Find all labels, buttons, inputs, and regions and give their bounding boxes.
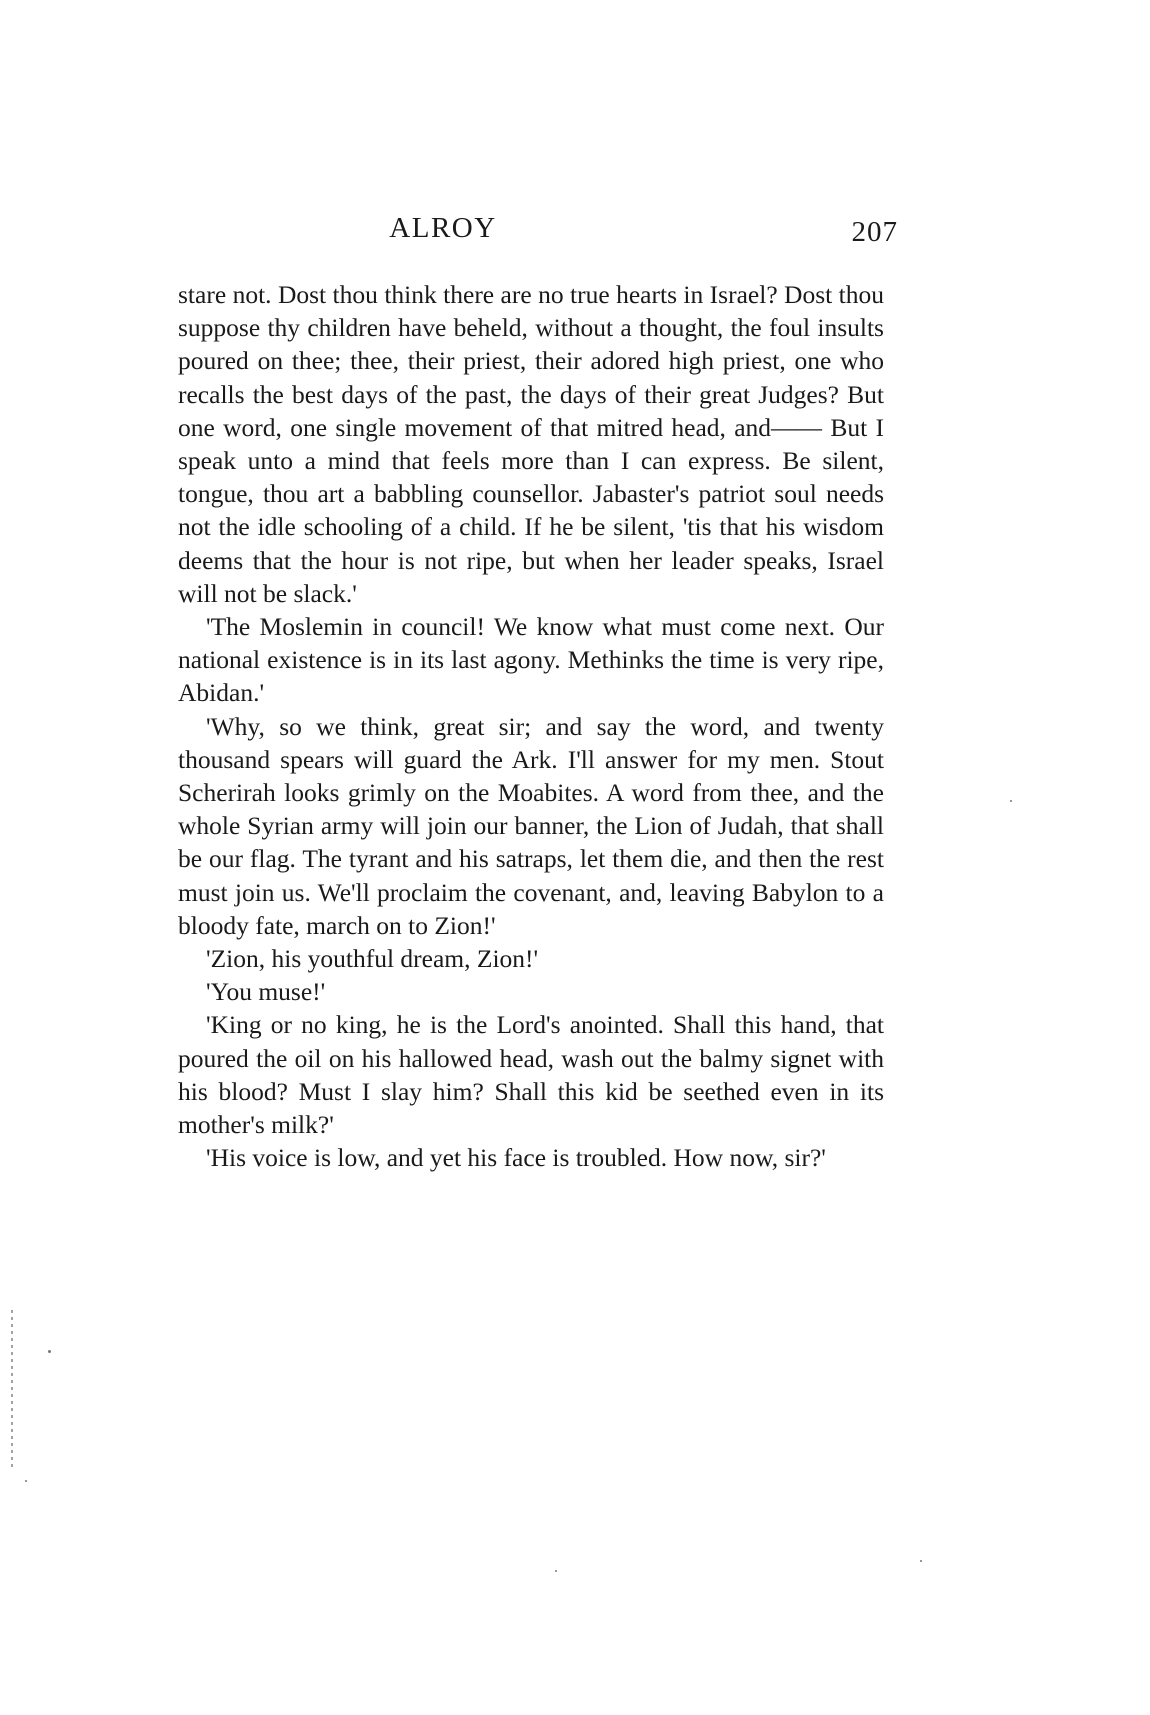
paper-speck — [25, 1480, 27, 1482]
running-head — [178, 212, 898, 252]
paragraph: 'Zion, his youthful dream, Zion!' — [206, 944, 539, 974]
paragraph: 'Why, so we think, great sir; and say the word, and twenty thousand spears will guard the Ark. I'll answer for my men. Stout Scherirah looks grimly on the Moabites. A word from thee, and the whole Syrian army will join our banner, the Lion of Judah, that shall be our flag. The tyrant and his satraps, let them die, and then the rest must join us. We'll proclaim the covenant, and, leaving Babylon to a bloody fate, march on to Zion!' — [178, 711, 884, 940]
paragraph: 'You muse!' — [206, 977, 326, 1007]
paper-speck — [920, 1560, 922, 1562]
page-number: 207 — [851, 216, 898, 248]
paragraph: 'The Moslemin in council! We know what must come next. Our national existence is in its last agony. Methinks the time is very ripe, Abidan.' — [178, 612, 884, 708]
binding-margin-mark — [11, 1310, 13, 1470]
paper-speck — [555, 1570, 557, 1572]
running-title: ALROY — [389, 212, 497, 244]
paper-speck — [48, 1350, 51, 1353]
body-text — [178, 278, 884, 1174]
paragraph: 'King or no king, he is the Lord's anointed. Shall this hand, that poured the oil on his hallowed head, wash out the balmy signet with his blood? Must I slay him? Shall this kid be seethed even in its mother's milk?' — [178, 1010, 884, 1140]
paragraph-continued: stare not. Dost thou think there are no true hearts in Israel? Dost thou suppose thy children have beheld, without a thought, the foul insults poured on thee; thee, their priest, their adored high priest, one who recalls the best days of the past, the days of their great Judges? But one word, one single movement of that mitred head, and—— But I speak unto a mind that feels more than I can express. Be silent, tongue, thou art a babbling counsellor. Jabaster's patriot soul needs not the idle schooling of a child. If he be silent, 'tis that his wisdom deems that the hour is not ripe, but when her leader speaks, Israel will not be slack.' — [178, 280, 884, 608]
paragraph: 'His voice is low, and yet his face is troubled. How now, sir?' — [206, 1143, 826, 1173]
paper-speck — [1010, 800, 1012, 802]
